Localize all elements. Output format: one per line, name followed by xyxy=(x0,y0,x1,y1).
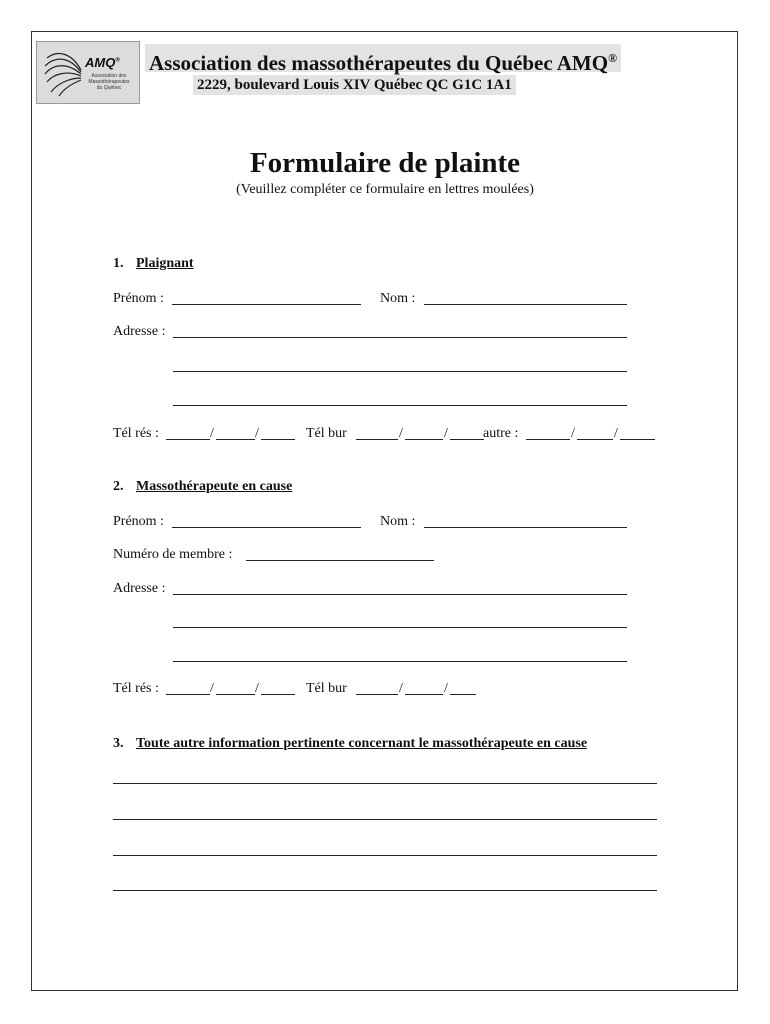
form-subtitle: (Veuillez compléter ce formulaire en lettres moulées) xyxy=(236,182,534,197)
therapist-address-label: Adresse : xyxy=(113,581,166,596)
complainant-address-line-3[interactable] xyxy=(173,405,627,406)
complainant-phone-home-label: Tél rés : xyxy=(113,426,159,441)
therapist-firstname-field[interactable] xyxy=(172,527,361,528)
complainant-firstname-label: Prénom : xyxy=(113,291,164,306)
amq-logo xyxy=(36,41,140,104)
complainant-lastname-field[interactable] xyxy=(424,304,627,305)
therapist-phone-work-label: Tél bur xyxy=(306,681,347,696)
complainant-phone-work-label: Tél bur xyxy=(306,426,347,441)
slash: / xyxy=(210,426,214,441)
logo-brand: AMQ® xyxy=(85,55,120,70)
slash: / xyxy=(571,426,575,441)
member-number-field[interactable] xyxy=(246,560,434,561)
complainant-phone-home-prefix[interactable] xyxy=(216,439,255,440)
other-info-line-4[interactable] xyxy=(113,890,657,891)
complainant-phone-home-area[interactable] xyxy=(166,439,210,440)
therapist-phone-home-prefix[interactable] xyxy=(216,694,255,695)
therapist-phone-home-area[interactable] xyxy=(166,694,210,695)
leaf-swirl-icon xyxy=(43,48,83,98)
therapist-firstname-label: Prénom : xyxy=(113,514,164,529)
slash: / xyxy=(444,426,448,441)
complainant-phone-home-number[interactable] xyxy=(261,439,295,440)
complainant-phone-other-prefix[interactable] xyxy=(577,439,613,440)
therapist-address-line-3[interactable] xyxy=(173,661,627,662)
complainant-phone-work-prefix[interactable] xyxy=(405,439,443,440)
other-info-line-2[interactable] xyxy=(113,819,657,820)
complainant-firstname-field[interactable] xyxy=(172,304,361,305)
organization-name: Association des massothérapeutes du Québec AMQ® xyxy=(145,44,621,72)
complainant-phone-other-number[interactable] xyxy=(620,439,655,440)
therapist-address-line-1[interactable] xyxy=(173,594,627,595)
form-title: Formulaire de plainte xyxy=(249,147,521,179)
organization-address: 2229, boulevard Louis XIV Québec QC G1C 1A1 xyxy=(193,75,516,95)
other-info-line-1[interactable] xyxy=(113,783,657,784)
therapist-address-line-2[interactable] xyxy=(173,627,627,628)
registered-mark: ® xyxy=(608,51,618,65)
section-3-heading: 3. Toute autre information pertinente concernant le massothérapeute en cause xyxy=(113,736,588,751)
slash: / xyxy=(444,681,448,696)
complainant-phone-work-area[interactable] xyxy=(356,439,398,440)
slash: / xyxy=(210,681,214,696)
slash: / xyxy=(399,681,403,696)
complainant-phone-work-number[interactable] xyxy=(450,439,484,440)
complainant-address-line-1[interactable] xyxy=(173,337,627,338)
slash: / xyxy=(255,681,259,696)
therapist-phone-home-label: Tél rés : xyxy=(113,681,159,696)
therapist-phone-work-number[interactable] xyxy=(450,694,476,695)
slash: / xyxy=(399,426,403,441)
logo-subtitle: Association des Massothérapeutes du Québec xyxy=(88,73,130,91)
therapist-phone-work-prefix[interactable] xyxy=(405,694,443,695)
complainant-phone-other-label: autre : xyxy=(483,426,519,441)
therapist-phone-work-area[interactable] xyxy=(356,694,398,695)
therapist-lastname-field[interactable] xyxy=(424,527,627,528)
member-number-label: Numéro de membre : xyxy=(113,547,233,562)
other-info-line-3[interactable] xyxy=(113,855,657,856)
complainant-address-label: Adresse : xyxy=(113,324,166,339)
complainant-lastname-label: Nom : xyxy=(380,291,416,306)
complainant-phone-other-area[interactable] xyxy=(526,439,570,440)
slash: / xyxy=(255,426,259,441)
therapist-phone-home-number[interactable] xyxy=(261,694,295,695)
complainant-address-line-2[interactable] xyxy=(173,371,627,372)
section-2-heading: 2. Massothérapeute en cause xyxy=(113,479,293,494)
section-1-heading: 1. Plaignant xyxy=(113,256,194,271)
therapist-lastname-label: Nom : xyxy=(380,514,416,529)
slash: / xyxy=(614,426,618,441)
